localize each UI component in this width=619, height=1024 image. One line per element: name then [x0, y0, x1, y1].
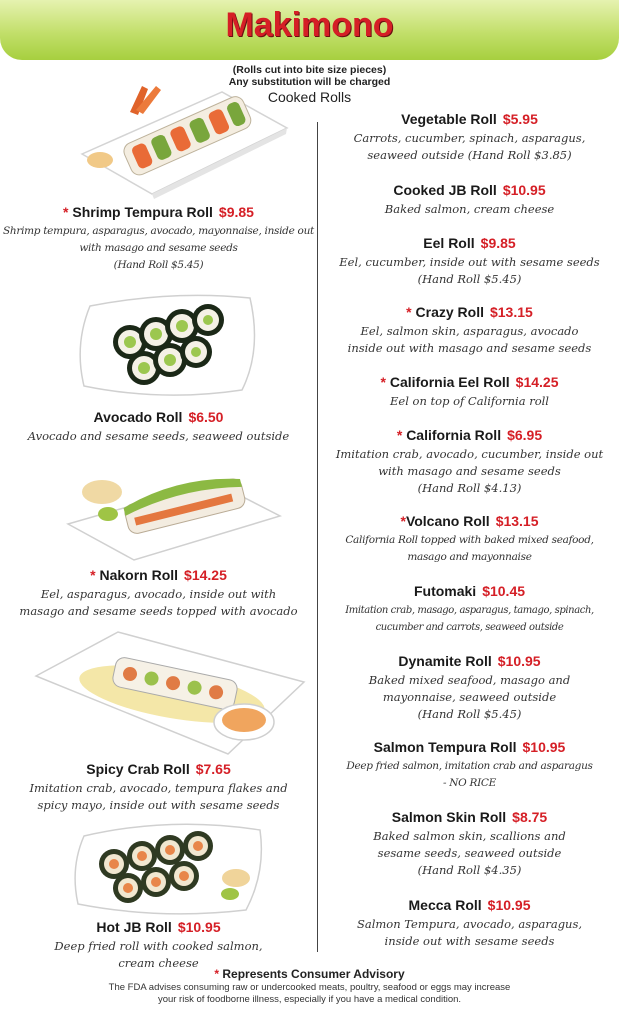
item-description: Eel, cucumber, inside out with sesame seeds — [339, 255, 600, 269]
menu-item-futomaki — [320, 582, 619, 636]
item-description: with masago and sesame seeds — [378, 464, 561, 478]
item-description: (Hand Roll $5.45) — [113, 259, 204, 271]
item-description: Baked mixed seafood, masago and — [368, 673, 571, 687]
menu-item-california-roll — [320, 426, 619, 497]
item-description: Eel on top of California roll — [390, 394, 549, 408]
item-price: $14.25 — [515, 374, 559, 390]
spicy-crab-roll-photo — [32, 630, 308, 758]
item-description: Imitation crab, masago, asparagus, tamago, spinach, — [345, 605, 594, 616]
item-price: $10.95 — [502, 182, 546, 198]
item-price: $6.95 — [507, 427, 543, 443]
item-name: Dynamite Roll — [398, 653, 492, 669]
advisory-star: * — [400, 513, 406, 529]
item-price: $5.95 — [502, 111, 538, 127]
advisory-label: Represents Consumer Advisory — [222, 967, 405, 981]
item-name: Spicy Crab Roll — [86, 761, 190, 777]
item-description: Imitation crab, avocado, cucumber, inside out — [335, 447, 604, 461]
item-name: California Roll — [406, 427, 502, 443]
item-price: $9.85 — [480, 235, 516, 251]
item-description: inside out with sesame seeds — [384, 934, 555, 948]
item-price: $8.75 — [512, 809, 548, 825]
item-price: $7.65 — [195, 761, 231, 777]
item-description: masago and mayonnaise — [407, 551, 532, 563]
item-description: seaweed outside (Hand Roll $3.85) — [367, 148, 572, 162]
item-name: Crazy Roll — [415, 304, 484, 320]
cut-note: (Rolls cut into bite size pieces) — [232, 64, 387, 76]
page-title: Makimono — [225, 6, 394, 44]
item-price: $14.25 — [184, 567, 227, 583]
item-description: cucumber and carrots, seaweed outside — [375, 622, 564, 633]
consumer-advisory-footer — [0, 967, 619, 1006]
item-description: sesame seeds, seaweed outside — [377, 846, 562, 860]
menu-item-eel-roll — [320, 234, 619, 288]
item-description: inside out with masago and sesame seeds — [347, 341, 592, 355]
item-name: Nakorn Roll — [99, 567, 179, 583]
item-description: cream cheese — [118, 956, 199, 970]
item-name: Eel Roll — [423, 235, 475, 251]
item-name: Avocado Roll — [93, 409, 183, 425]
item-description: mayonnaise, seaweed outside — [382, 690, 557, 704]
menu-item-salmon-skin-roll — [320, 808, 619, 879]
item-description: spicy mayo, inside out with sesame seeds — [37, 798, 280, 812]
item-description: Eel, salmon skin, asparagus, avocado — [360, 324, 579, 338]
item-price: $6.50 — [188, 409, 224, 425]
item-description: Avocado and sesame seeds, seaweed outside — [27, 429, 290, 443]
hot-jb-roll-photo — [70, 816, 270, 916]
item-price: $10.95 — [497, 653, 541, 669]
item-name: Volcano Roll — [405, 513, 490, 529]
item-description: (Hand Roll $5.45) — [417, 707, 522, 721]
item-description: (Hand Roll $4.13) — [417, 481, 522, 495]
menu-item-nakorn-roll — [0, 566, 317, 620]
substitution-note: Any substitution will be charged — [228, 76, 391, 88]
menu-item-salmon-tempura-roll — [320, 738, 619, 792]
item-description: - NO RICE — [442, 777, 497, 789]
item-description: with masago and sesame seeds — [79, 242, 238, 254]
item-description: masago and sesame seeds topped with avocado — [19, 604, 298, 618]
menu-item-hot-jb-roll — [0, 918, 317, 972]
menu-item-avocado-roll — [0, 408, 317, 445]
item-price: $9.85 — [218, 204, 254, 220]
item-description: California Roll topped with baked mixed seafood, — [345, 534, 594, 546]
advisory-star: * — [90, 567, 96, 583]
item-price: $10.95 — [177, 919, 221, 935]
item-price: $10.95 — [522, 739, 566, 755]
item-name: Cooked JB Roll — [393, 182, 497, 198]
menu-item-california-eel-roll — [320, 373, 619, 410]
item-name: Hot JB Roll — [96, 919, 172, 935]
item-description: Deep fried salmon, imitation crab and asparagus — [346, 760, 593, 772]
fda-notice-line: The FDA advises consuming raw or undercooked meats, poultry, seafood or eggs may increase — [108, 982, 511, 993]
menu-item-mecca-roll — [320, 896, 619, 950]
item-name: California Eel Roll — [389, 374, 510, 390]
advisory-star: * — [406, 304, 412, 320]
nakorn-roll-photo — [64, 462, 284, 562]
item-price: $13.15 — [495, 513, 539, 529]
item-name: Shrimp Tempura Roll — [72, 204, 213, 220]
menu-item-dynamite-roll — [320, 652, 619, 723]
avocado-roll-photo — [72, 290, 262, 405]
menu-item-cooked-jb-roll — [320, 181, 619, 218]
menu-item-volcano-roll — [320, 512, 619, 566]
menu-item-vegetable-roll — [320, 110, 619, 164]
title-banner — [0, 0, 619, 60]
item-description: (Hand Roll $4.35) — [417, 863, 522, 877]
item-price: $13.15 — [489, 304, 533, 320]
item-name: Futomaki — [413, 583, 477, 599]
menu-item-crazy-roll — [320, 303, 619, 357]
advisory-star: * — [63, 204, 69, 220]
advisory-star: * — [214, 967, 220, 981]
item-description: Salmon Tempura, avocado, asparagus, — [356, 917, 583, 931]
column-divider — [317, 122, 318, 952]
item-description: Baked salmon skin, scallions and — [373, 829, 566, 843]
item-name: Vegetable Roll — [401, 111, 497, 127]
item-description: Eel, asparagus, avocado, inside out with — [40, 587, 277, 601]
item-description: Imitation crab, avocado, tempura flakes and — [29, 781, 288, 795]
item-description: Carrots, cucumber, spinach, asparagus, — [353, 131, 586, 145]
shrimp-tempura-roll-photo — [72, 76, 292, 200]
menu-item-shrimp-tempura-roll — [0, 203, 317, 274]
item-price: $10.95 — [487, 897, 531, 913]
item-description: Shrimp tempura, asparagus, avocado, mayonnaise, inside out — [3, 225, 314, 237]
fda-notice-line: your risk of foodborne illness, especially if you have a medical condition. — [157, 994, 462, 1005]
item-name: Salmon Tempura Roll — [373, 739, 517, 755]
advisory-star: * — [396, 427, 403, 443]
item-name: Salmon Skin Roll — [391, 809, 507, 825]
item-description: Deep fried roll with cooked salmon, — [54, 939, 263, 953]
item-price: $10.45 — [482, 583, 526, 599]
category-heading: Cooked Rolls — [267, 89, 352, 105]
item-name: Mecca Roll — [408, 897, 482, 913]
item-description: (Hand Roll $5.45) — [417, 272, 522, 286]
menu-item-spicy-crab-roll — [0, 760, 317, 814]
advisory-star: * — [380, 374, 386, 390]
item-description: Baked salmon, cream cheese — [384, 202, 555, 216]
